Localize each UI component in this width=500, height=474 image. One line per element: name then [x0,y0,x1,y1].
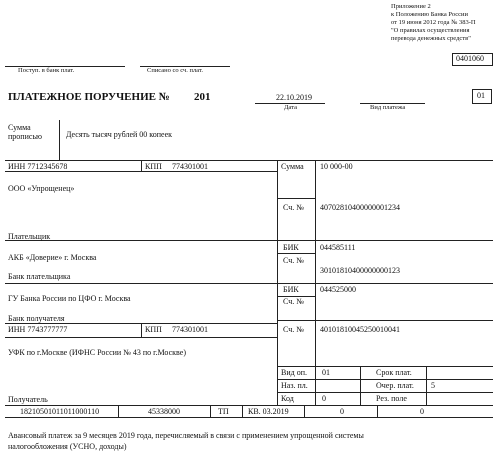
payer-corr-label: Сч. № [283,256,304,265]
purpose-code-label: Наз. пл. [281,381,308,390]
payee-account: 40101810045250010041 [320,325,400,334]
tax-oktmo: 45338000 [148,407,180,416]
payer-account: 40702810400000001234 [320,203,400,212]
payer-account-label: Сч. № [283,203,304,212]
sum-words-label-1: Сумма [8,123,31,132]
tax-doc-num: 0 [340,407,344,416]
payer-inn: ИНН 7712345678 [8,162,68,171]
payment-type-label: Вид платежа [370,104,406,111]
sum-value: 10 000-00 [320,162,353,171]
tax-kbk: 18210501011011000110 [20,407,100,416]
payee-bank-name: ГУ Банка России по ЦФО г. Москва [8,294,131,303]
doc-title: ПЛАТЕЖНОЕ ПОРУЧЕНИЕ № [8,91,170,103]
date-label: Дата [284,104,297,111]
sum-in-words: Десять тысяч рублей 00 копеек [66,130,173,139]
debited-label: Списано со сч. плат. [147,67,203,74]
payer-label: Плательщик [8,232,51,241]
status-code: 01 [477,91,485,100]
payee-bik: 044525000 [320,285,356,294]
appendix-line-1: Приложение 2 [391,3,431,10]
payee-name: УФК по г.Москве (ИФНС России № 43 по г.Москве) [8,348,186,357]
appendix-line-2: к Положению Банка России [391,11,468,18]
tax-doc-date: 0 [420,407,424,416]
payer-kpp-label: КПП [145,162,162,171]
reserve-label: Рез. поле [376,394,407,403]
payer-bik-label: БИК [283,243,299,252]
priority-label: Очер. плат. [376,381,414,390]
payee-kpp: 774301001 [172,325,208,334]
purpose-line-1: Авансовый платеж за 9 месяцев 2019 года, перечисляемый в связи с применением упрощенной системы [8,431,364,440]
purpose-line-2: налогообложения (УСНО, доходы) [8,442,127,451]
payee-bank-label: Банк получателя [8,314,65,323]
form-code: 0401060 [456,54,484,63]
tax-basis: ТП [218,407,229,416]
appendix-line-5: перевода денежных средств" [391,35,471,42]
appendix-line-4: "О правилах осуществления [391,27,470,34]
payee-bik-label: БИК [283,285,299,294]
op-type-value: 01 [322,368,330,377]
code-value: 0 [322,394,326,403]
sum-label: Сумма [281,162,304,171]
op-type-label: Вид оп. [281,368,307,377]
sum-words-label-2: прописью [8,132,43,141]
payee-kpp-label: КПП [145,325,162,334]
payee-label: Получатель [8,395,48,404]
payer-kpp: 774301001 [172,162,208,171]
payee-account-label: Сч. № [283,325,304,334]
payer-bank-name: АКБ «Доверие» г. Москва [8,253,97,262]
priority-value: 5 [431,381,435,390]
payer-name: ООО «Упрощенец» [8,184,75,193]
pay-due-label: Срок плат. [376,368,412,377]
tax-period: КВ. 03.2019 [248,407,289,416]
payer-corr-account: 30101810400000000123 [320,266,400,275]
code-label: Код [281,394,294,403]
doc-number: 201 [194,91,211,103]
received-label: Поступ. в банк плат. [18,67,75,74]
payer-bank-label: Банк плательщика [8,272,71,281]
payer-bik: 044585111 [320,243,356,252]
payee-corr-label: Сч. № [283,297,304,306]
payee-inn: ИНН 7743777777 [8,325,68,334]
appendix-line-3: от 19 июня 2012 года № 383-П [391,19,476,26]
doc-date: 22.10.2019 [276,93,312,102]
